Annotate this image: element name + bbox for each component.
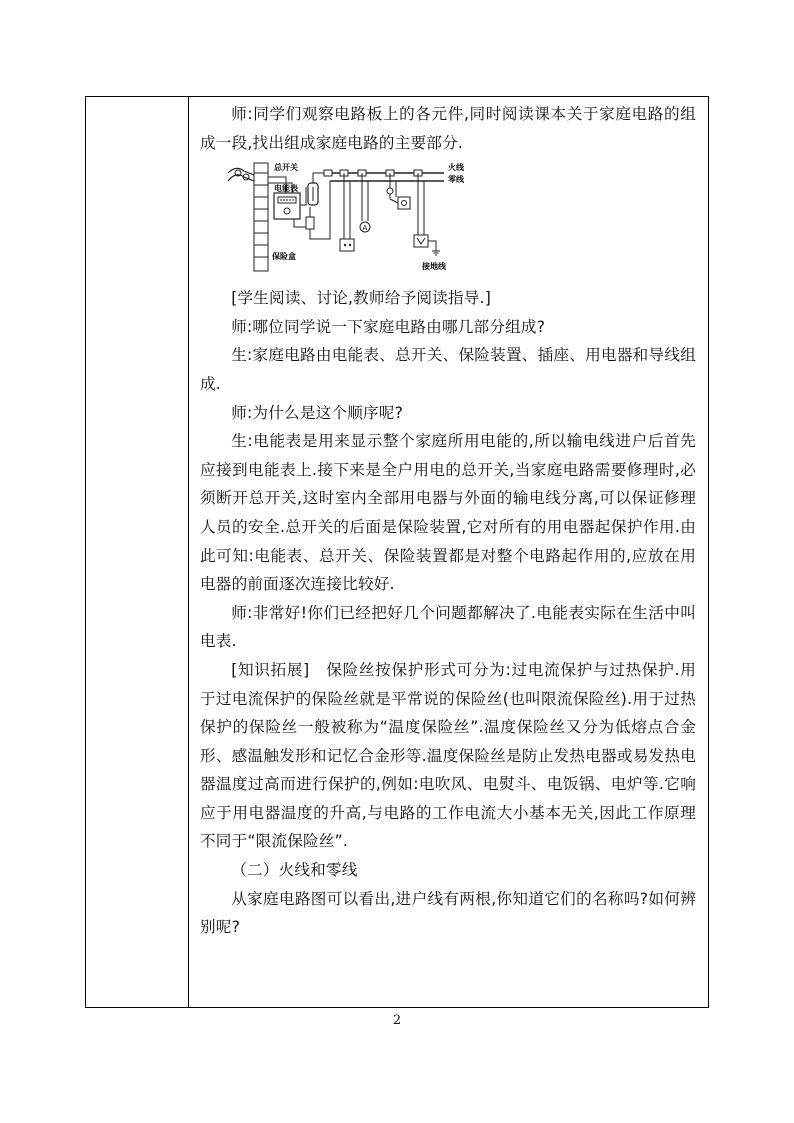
- paragraph-teacher-praise: 师:非常好!你们已经把好几个问题都解决了.电能表实际在生活中叫电表.: [200, 603, 696, 651]
- svg-text:A: A: [362, 224, 368, 233]
- household-circuit-diagram: [226, 161, 486, 281]
- page-number: 2: [392, 1013, 402, 1028]
- lesson-table: [85, 96, 709, 1008]
- label-fuse-box: 保险盒: [272, 252, 296, 262]
- label-main-switch: 总开关: [274, 163, 298, 173]
- paragraph-knowledge-extension: [知识拓展] 保险丝按保护形式可分为:过电流保护与过热保护.用于过电流保护的保险丝就是平常说的保险丝(也叫限流保险丝).用于过热保护的保险丝一般被称为“温度保险丝”.温度保险丝又分为低熔点合金形、感温触发形和记忆合金形等.温度保险丝是防止发热电器或易发热电器温度过高而进行保护的,例如:电吹风、电熨斗、电饭锅、电炉等.它响应于用电器温度的升高,与电路的工作电流大小基本无关,因此工作原理不同于“限流保险丝”.: [200, 660, 696, 851]
- paragraph-student-answer: 生:家庭电路由电能表、总开关、保险装置、插座、用电器和导线组成.: [200, 346, 696, 393]
- section-heading-live-neutral: （二）火线和零线: [231, 861, 358, 880]
- paragraph-student-reading: [学生阅读、讨论,教师给予阅读指导.]: [231, 289, 491, 308]
- paragraph-student-explanation: 生:电能表是用来显示整个家庭所用电能的,所以输电线进户后首先应接到电能表上.接下来是全户用电的总开关,当家庭电路需要修理时,必须断开总开关,这时室内全部用电器与外面的输电线分离,可以保证修理人员的安全.总开关的后面是保险装置,它对所有的用电器起保护作用.由此可知:电能表、总开关、保险装置都是对整个电路起作用的,应放在用电器的前面逐次连接比较好.: [200, 432, 696, 594]
- label-meter: 电能表: [274, 184, 298, 194]
- paragraph-teacher-why: 师:为什么是这个顺序呢?: [231, 403, 404, 422]
- paragraph-teacher-instruction: 师:同学们观察电路板上的各元件,同时阅读课本关于家庭电路的组成一段,找出组成家庭电路的主要部分.: [200, 105, 696, 152]
- paragraph-teacher-question: 师:哪位同学说一下家庭电路由哪几部分组成?: [231, 317, 546, 336]
- label-live-wire: 火线: [448, 163, 464, 173]
- table-left-column: [86, 97, 189, 1007]
- label-ground-wire: 接地线: [422, 262, 446, 272]
- paragraph-question-wires: 从家庭电路图可以看出,进户线有两根,你知道它们的名称吗?如何辨别呢?: [200, 889, 696, 937]
- label-neutral-wire: 零线: [448, 175, 464, 185]
- table-content-column: [190, 97, 708, 1007]
- circuit-figure: [226, 161, 486, 281]
